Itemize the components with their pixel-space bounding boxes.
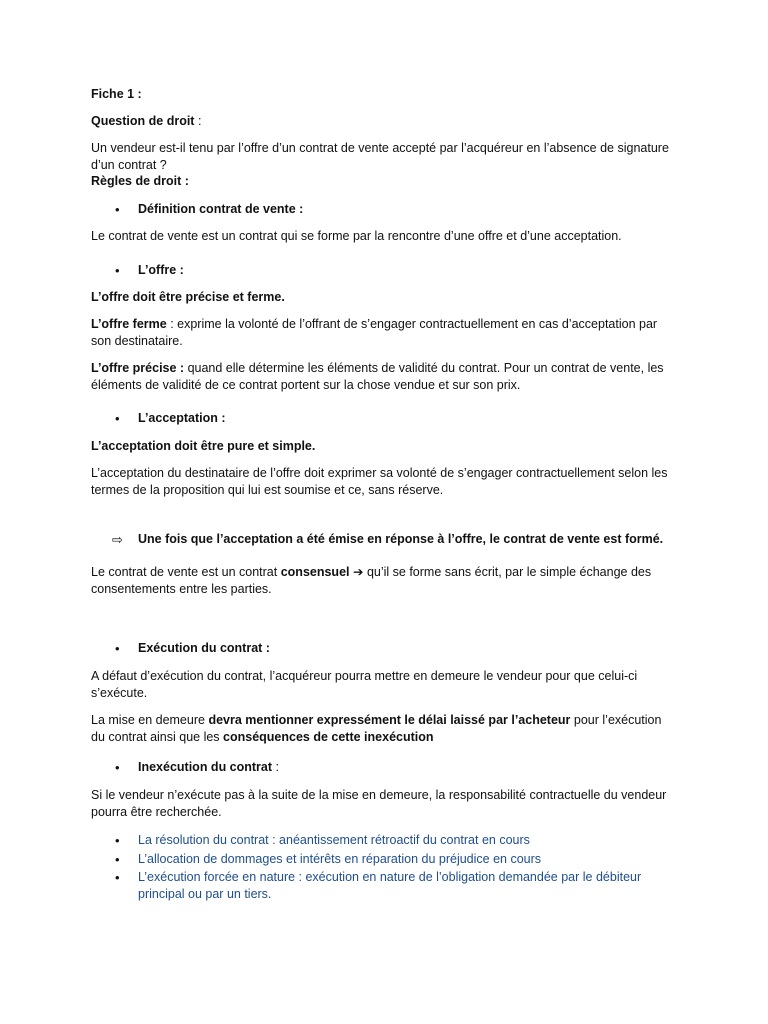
exec-heading: Exécution du contrat : <box>138 641 270 655</box>
sanction-item: L’exécution forcée en nature : exécution en nature de l’obligation demandée par le débiteur principal ou par un tiers. <box>138 870 642 901</box>
offre-ferme-paragraph <box>91 316 676 350</box>
inexec-colon: : <box>272 760 279 774</box>
bullet-icon: • <box>115 411 120 426</box>
consensuel-pre: Le contrat de vente est un contrat <box>91 565 281 579</box>
exec-text: A défaut d’exécution du contrat, l’acquéreur pourra mettre en demeure le vendeur pour que celui-ci s’exécute. <box>91 669 638 700</box>
accept-rule: L’acceptation doit être pure et simple. <box>91 439 316 453</box>
question-line <box>91 113 676 130</box>
bullet-icon: • <box>115 641 120 656</box>
inexec-heading-line <box>138 759 673 776</box>
offre-ferme-text: : exprime la volonté de l’offrant de s’engager contractuellement en cas d’acceptation par son destinataire. <box>91 317 658 348</box>
sanction-item: L’allocation de dommages et intérêts en réparation du préjudice en cours <box>138 852 542 866</box>
offre-precise-label: L’offre précise : <box>91 361 185 375</box>
regles-label: Règles de droit : <box>91 174 189 188</box>
mise-bold-delai: devra mentionner expressément le délai laissé par l’acheteur <box>208 713 571 727</box>
fiche-title: Fiche 1 : <box>91 87 142 101</box>
bullet-icon: • <box>115 202 120 217</box>
question-text: Un vendeur est-il tenu par l’offre d’un contrat de vente accepté par l’acquéreur en l’absence de signature d’un contrat ? <box>91 141 669 172</box>
arrow-icon: ➔ <box>352 565 364 579</box>
offre-precise-text: quand elle détermine les éléments de validité du contrat. Pour un contrat de vente, les éléments de validité de ce contrat portent sur la chose vendue et sur son prix. <box>91 361 664 392</box>
consensuel-paragraph <box>91 564 676 598</box>
accept-text: L’acceptation du destinataire de l’offre doit exprimer sa volonté de s’engager contractuellement selon les termes de la proposition qui lui est soumise et ce, sans réserve. <box>91 466 668 497</box>
bullet-icon: • <box>115 263 120 278</box>
consensuel-post: qu’il se forme sans écrit, par le simple échange des consentements entre les parties. <box>91 565 652 596</box>
bullet-icon: • <box>115 870 120 885</box>
question-label: Question de droit <box>91 114 195 128</box>
accept-heading: L’acceptation : <box>138 411 226 425</box>
bullet-icon: • <box>115 760 120 775</box>
sanction-item: La résolution du contrat : anéantissement rétroactif du contrat en cours <box>138 833 530 847</box>
offre-rule: L’offre doit être précise et ferme. <box>91 290 285 304</box>
right-arrow-icon: ⇨ <box>112 532 123 547</box>
offre-ferme-label: L’offre ferme <box>91 317 167 331</box>
offre-heading: L’offre : <box>138 263 184 277</box>
def-text: Le contrat de vente est un contrat qui se forme par la rencontre d’une offre et d’une acceptation. <box>91 229 622 243</box>
mise-mid: pour l’exécution du contrat ainsi que les <box>91 713 662 744</box>
consensuel-word: consensuel <box>280 565 350 579</box>
bullet-icon: • <box>115 833 120 848</box>
offre-precise-paragraph <box>91 360 676 394</box>
inexec-heading: Inexécution du contrat <box>138 760 273 774</box>
mise-pre: La mise en demeure <box>91 713 209 727</box>
conclusion-text: Une fois que l’acceptation a été émise en réponse à l’offre, le contrat de vente est formé. <box>138 532 664 546</box>
def-heading: Définition contrat de vente : <box>138 202 304 216</box>
mise-bold-consequences: conséquences de cette inexécution <box>223 730 434 744</box>
question-colon: : <box>194 114 202 128</box>
mise-paragraph <box>91 712 676 746</box>
inexec-text: Si le vendeur n’exécute pas à la suite de la mise en demeure, la responsabilité contractuelle du vendeur pourra être recherchée. <box>91 788 667 819</box>
bullet-icon: • <box>115 852 120 867</box>
